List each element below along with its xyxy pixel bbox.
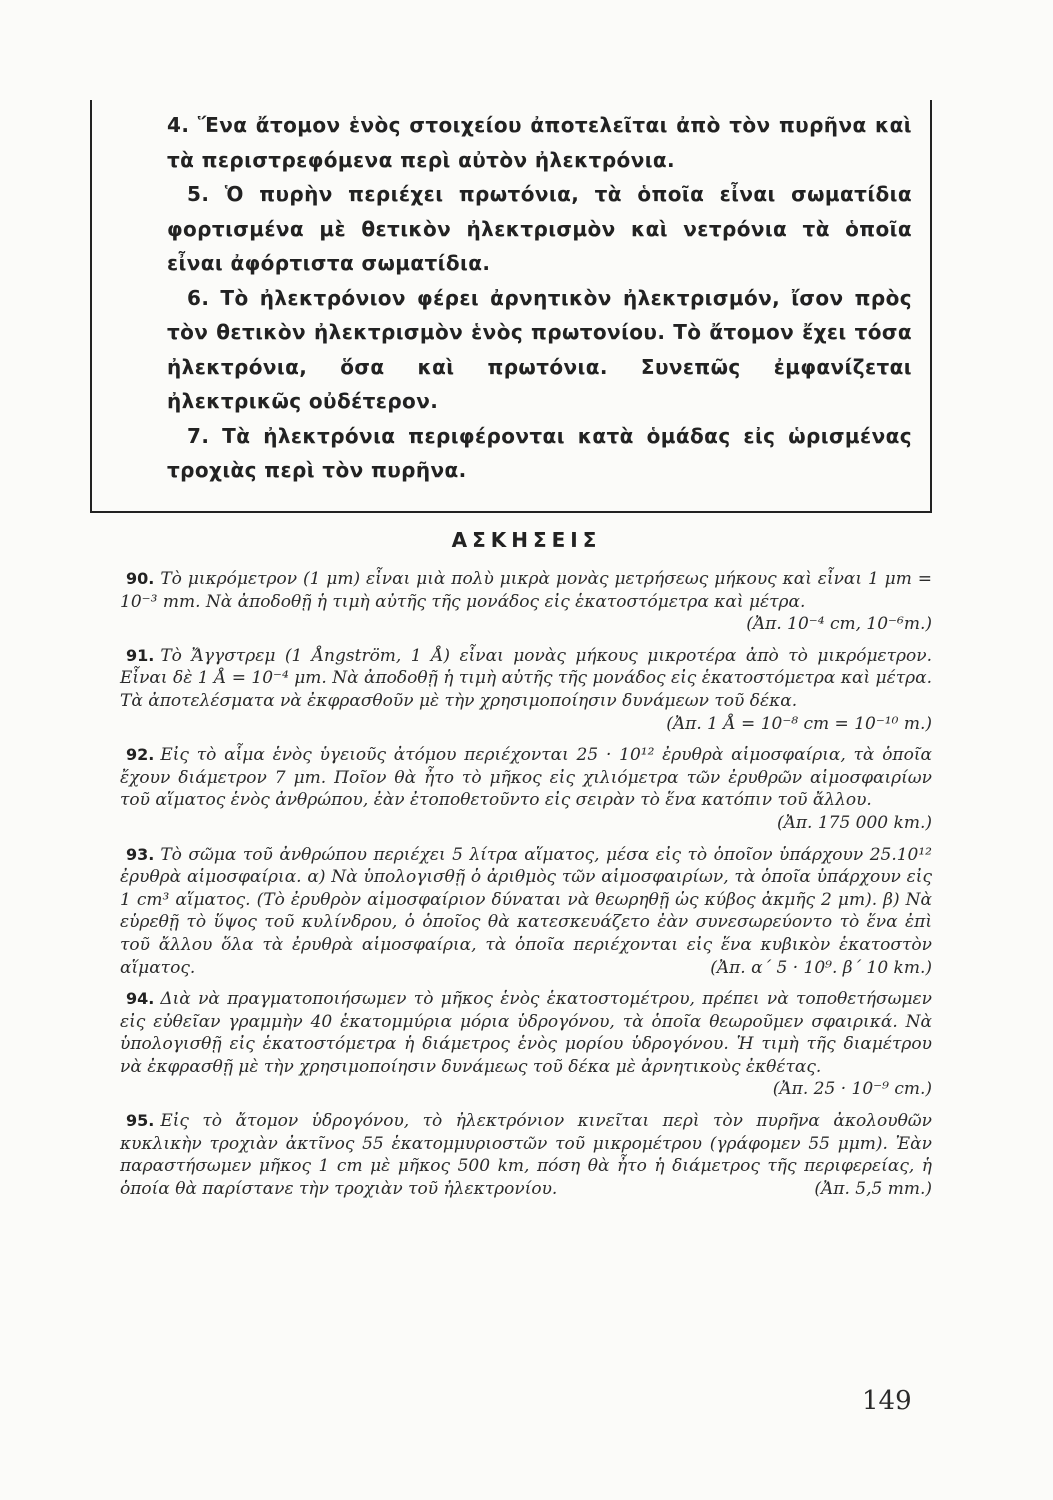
exercise-95 — [120, 1110, 932, 1200]
exercise-answer: (Ἀπ. 175 000 km.) — [776, 812, 932, 833]
exercise-text: Τὸ μικρόμετρον (1 μm) εἶναι μιὰ πολὺ μικρὰ μονὰς μετρήσεως μήκους καὶ εἶναι 1 μm = 10⁻³ mm. Νὰ ἀποδοθῇ ἡ τιμὴ αὐτῆς τῆς μονάδος εἰς ἑκατοστόμετρα καὶ μέτρα. — [120, 569, 932, 612]
exercise-answer: (Ἀπ. 5,5 mm.) — [814, 1178, 932, 1199]
exercise-number: 94. — [126, 989, 155, 1009]
exercise-answer: (Ἀπ. 10⁻⁴ cm, 10⁻⁶m.) — [746, 614, 932, 635]
exercise-91 — [120, 645, 932, 735]
exercise-text: Εἰς τὸ αἷμα ἑνὸς ὑγειοῦς ἀτόμου περιέχονται 25 · 10¹² ἐρυθρὰ αἱμοσφαίρια, τὰ ὁποῖα ἔχουν διάμετρον 7 μm. Ποῖον θὰ ἦτο τὸ μῆκος εἰς χιλιόμετρα τῶν ἐρυθρῶν αἱμοσφαιρίων τοῦ αἵματος ἑνὸς ἀνθρώπου, ἐὰν ἐτοποθετοῦντο εἰς σειρὰν τὸ ἕνα κατόπιν τοῦ ἄλλου. — [120, 745, 932, 811]
summary-item-4: 4. Ἕνα ἄτομον ἑνὸς στοιχείου ἀποτελεῖται ἀπὸ τὸν πυρῆνα καὶ τὰ περιστρεφόμενα περὶ αὐτὸν ἠλεκτρόνια. — [167, 113, 912, 172]
exercise-92 — [120, 744, 932, 834]
exercise-answer: (Ἀπ. 25 · 10⁻⁹ cm.) — [772, 1079, 932, 1100]
exercise-number: 90. — [126, 569, 155, 588]
exercise-text: Τὸ σῶμα τοῦ ἀνθρώπου περιέχει 5 λίτρα αἵματος, μέσα εἰς τὸ ὁποῖον ὑπάρχουν 25.10¹² ἐρυθρὰ αἱμοσφαίρια. α) Νὰ ὑπολογισθῇ ὁ ἀριθμὸς τῶν αἱμοσφαιρίων, τὰ ὁποῖα ὑπάρχουν εἰς 1 cm³ αἵματος. (Τὸ ἐρυθρὸν αἱμοσφαίριον δύναται νὰ θεωρηθῇ ὡς κύβος ἀκμῆς 2 μm). β) Νὰ εὑρεθῇ τὸ ὕψος τοῦ κυλίνδρου, ὁ ὁποῖος θὰ κατεσκευάζετο ἐὰν συνεσωρεύοντο τὸ ἕνα ἐπὶ τοῦ ἄλλου ὅλα τὰ ἐρυθρὰ αἱμοσφαίρια, τὰ ὁποῖα περιέχονται εἰς ἕνα κυβικὸν ἑκατοστὸν αἵματος. — [120, 844, 932, 978]
exercise-text: Εἰς τὸ ἄτομον ὑδρογόνου, τὸ ἠλεκτρόνιον κινεῖται περὶ τὸν πυρῆνα ἀκολουθῶν κυκλικὴν τροχιὰν ἀκτῖνος 55 ἑκατομμυριοστῶν τοῦ μικρομέτρου (γράφομεν 55 μμm). Ἐὰν παραστήσωμεν μῆκος 1 cm μὲ μῆκος 500 km, πόση θὰ ἦτο ἡ διάμετρος τῆς περιφερείας, ἡ ὁποία θὰ παρίστανε τὴν τροχιὰν τοῦ ἠλεκτρονίου. — [120, 1111, 932, 1199]
summary-item-5: 5. Ὁ πυρὴν περιέχει πρωτόνια, τὰ ὁποῖα εἶναι σωματίδια φορτισμένα μὲ θετικὸν ἠλεκτρισμὸν καὶ νετρόνια τὰ ὁποῖα εἶναι ἀφόρτιστα σωματίδια. — [167, 182, 912, 275]
exercise-number: 91. — [126, 645, 155, 665]
exercise-answer: (Ἀπ. α΄ 5 · 10⁹. β΄ 10 km.) — [710, 957, 932, 978]
exercise-answer: (Ἀπ. 1 Å = 10⁻⁸ cm = 10⁻¹⁰ m.) — [666, 713, 932, 734]
summary-item-7: 7. Τὰ ἠλεκτρόνια περιφέρονται κατὰ ὁμάδας εἰς ὡρισμένας τροχιὰς περὶ τὸν πυρῆνα. — [167, 423, 912, 482]
exercises-heading: ΑΣΚΗΣΕΙΣ — [451, 528, 602, 552]
summary-list — [167, 108, 912, 488]
exercise-93 — [120, 844, 932, 980]
exercise-text: Διὰ νὰ πραγματοποιήσωμεν τὸ μῆκος ἑνὸς ἑκατοστομέτρου, πρέπει νὰ τοποθετήσωμεν εἰς εὐθεῖαν γραμμὴν 40 ἑκατομμύρια μόρια ὑδρογόνου, τὰ ὁποῖα θεωροῦμεν σφαιρικά. Νὰ ὑπολογισθῇ εἰς ἑκατοστόμετρα ἡ διάμετρος ἑνὸς μορίου ὑδρογόνου. Ἡ τιμὴ τῆς διαμέτρου νὰ ἐκφρασθῇ μὲ τὴν χρησιμοποίησιν δυνάμεως τοῦ δέκα μὲ ἀρνητικοὺς ἐκθέτας. — [120, 989, 932, 1077]
page-number: 149 — [862, 1386, 912, 1416]
exercise-94 — [120, 988, 932, 1101]
summary-box — [90, 100, 932, 513]
exercise-number: 92. — [126, 745, 155, 765]
exercise-90 — [120, 568, 932, 636]
summary-item-6: 6. Τὸ ἠλεκτρόνιον φέρει ἀρνητικὸν ἠλεκτρισμόν, ἴσον πρὸς τὸν θετικὸν ἠλεκτρισμὸν ἑνὸς πρωτονίου. Τὸ ἄτομον ἔχει τόσα ἠλεκτρόνια, ὅσα καὶ πρωτόνια. Συνεπῶς ἐμφανίζεται ἠλεκτρικῶς οὐδέτερον. — [167, 285, 912, 413]
exercises-list — [120, 568, 932, 1209]
exercise-text: Τὸ Ἄγγστρεμ (1 Ångström, 1 Å) εἶναι μονὰς μήκους μικροτέρα ἀπὸ τὸ μικρόμετρον. Εἶναι δὲ 1 Å = 10⁻⁴ μm. Νὰ ἀποδοθῇ ἡ τιμὴ αὐτῆς τῆς μονάδος εἰς ἑκατοστόμετρα καὶ μέτρα. Τὰ ἀποτελέσματα νὰ ἐκφρασθοῦν μὲ τὴν χρησιμοποίησιν δυνάμεων τοῦ δέκα. — [120, 645, 932, 711]
exercise-number: 93. — [126, 844, 155, 864]
exercise-number: 95. — [126, 1111, 155, 1131]
